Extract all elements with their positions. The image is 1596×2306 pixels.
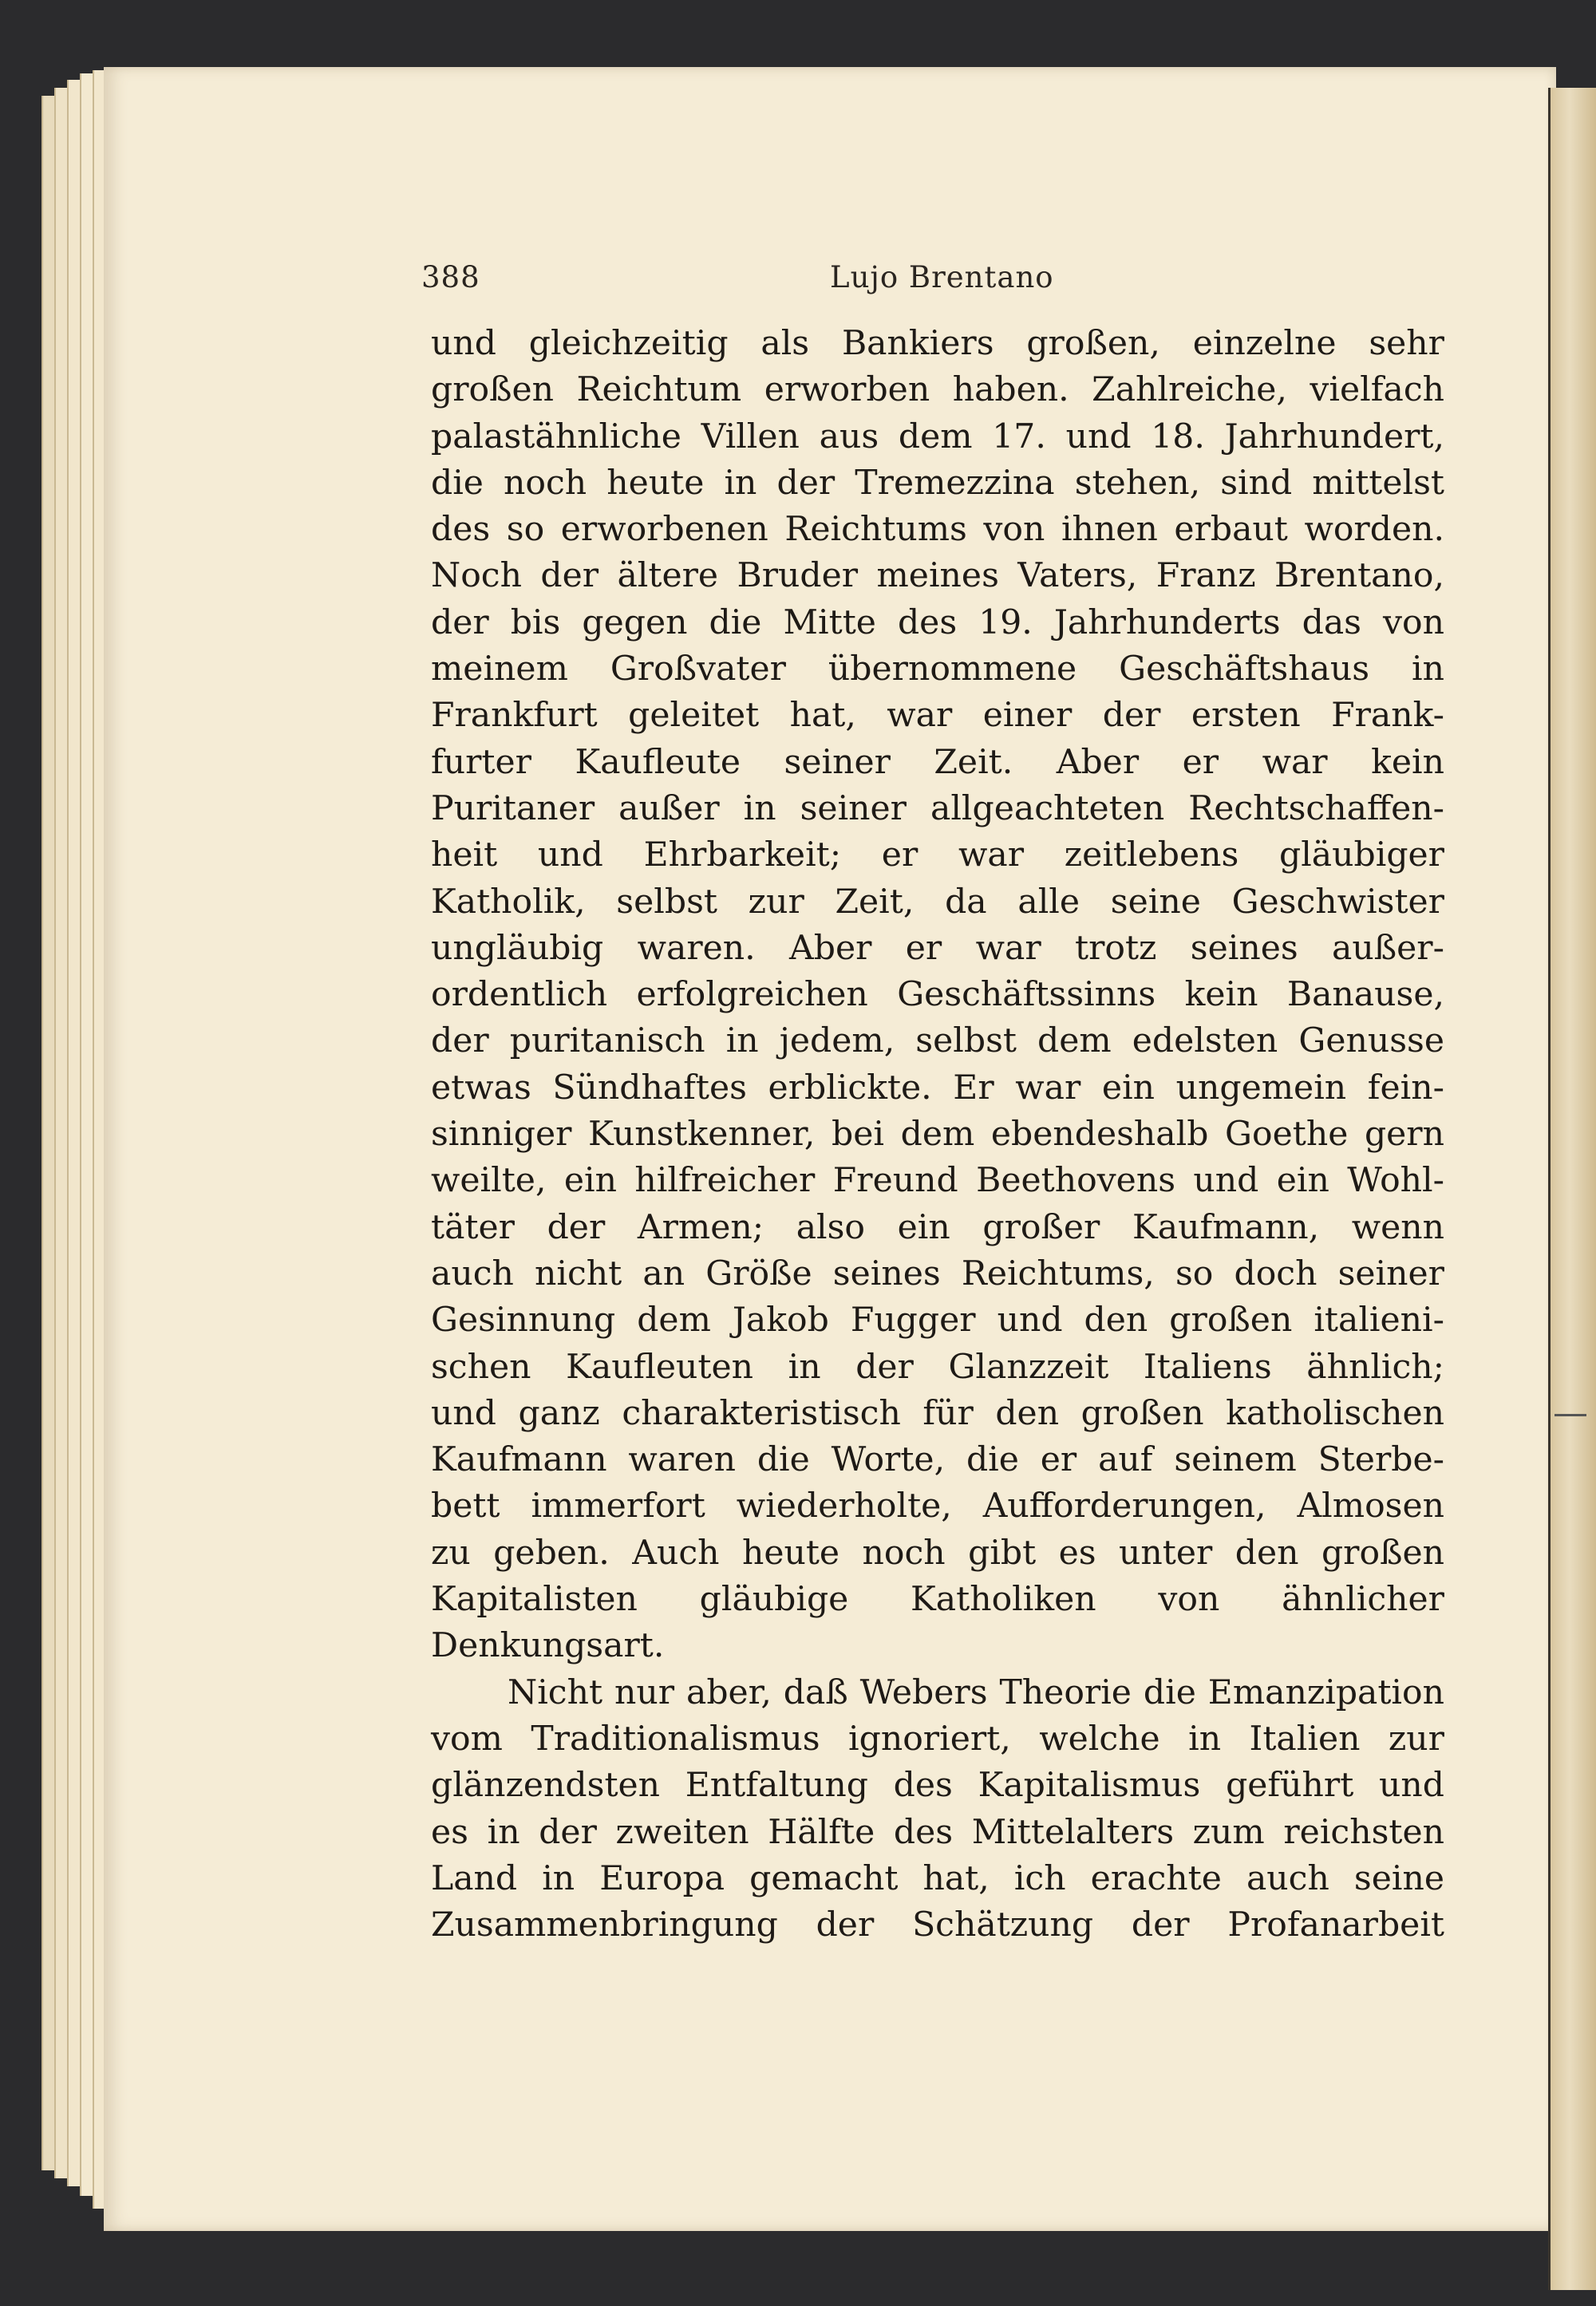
- text-line: Gesinnung dem Jakob Fugger und den großen italieni-: [431, 1301, 1444, 1341]
- text-line: meinem Großvater übernommene Geschäftshaus in: [431, 650, 1444, 689]
- text-line: bett immerfort wiederholte, Aufforderungen, Almosen: [431, 1487, 1444, 1526]
- text-line: heit und Ehrbarkeit; er war zeitlebens gläubiger: [431, 835, 1444, 875]
- text-line: Land in Europa gemacht hat, ich erachte auch seine: [431, 1858, 1444, 1898]
- text-line: es in der zweiten Hälfte des Mittelalters zum reichsten: [431, 1812, 1444, 1852]
- text-line: Kaufmann waren die Worte, die er auf seinem Sterbe-: [431, 1440, 1444, 1480]
- text-line: Noch der ältere Bruder meines Vaters, Franz Brentano,: [431, 556, 1444, 596]
- text-line: zu geben. Auch heute noch gibt es unter den großen: [431, 1533, 1444, 1573]
- text-line: Zusammenbringung der Schätzung der Profanarbeit: [431, 1905, 1444, 1945]
- paragraph-start-line: Nicht nur aber, daß Webers Theorie die Emanzipation: [508, 1672, 1444, 1712]
- text-line: schen Kaufleuten in der Glanzzeit Italiens ähnlich;: [431, 1347, 1444, 1387]
- text-line: Kapitalisten gläubige Katholiken von ähnlicher: [431, 1580, 1444, 1620]
- text-line: Frankfurt geleitet hat, war einer der ersten Frank-: [431, 696, 1444, 736]
- text-line: glänzendsten Entfaltung des Kapitalismus geführt und: [431, 1766, 1444, 1806]
- text-line: die noch heute in der Tremezzina stehen, sind mittelst: [431, 463, 1444, 503]
- running-head: [421, 260, 1451, 300]
- text-line: großen Reichtum erworben haben. Zahlreiche, vielfach: [431, 370, 1444, 410]
- text-line: auch nicht an Größe seines Reichtums, so doch seiner: [431, 1254, 1444, 1293]
- text-line: palastähnliche Villen aus dem 17. und 18. Jahrhundert,: [431, 417, 1444, 456]
- text-line: der bis gegen die Mitte des 19. Jahrhunderts das von: [431, 602, 1444, 642]
- facing-page-gutter: [1548, 88, 1596, 2290]
- text-line: vom Traditionalismus ignoriert, welche in Italien zur: [431, 1719, 1444, 1759]
- text-line: der puritanisch in jedem, selbst dem edelsten Genusse: [431, 1021, 1444, 1061]
- text-line: des so erworbenen Reichtums von ihnen erbaut worden.: [431, 510, 1444, 550]
- text-line: Puritaner außer in seiner allgeachteten Rechtschaffen-: [431, 788, 1444, 828]
- page-number: 388: [421, 260, 480, 294]
- text-line: ordentlich erfolgreichen Geschäftssinns kein Banause,: [431, 975, 1444, 1015]
- text-line: sinniger Kunstkenner, bei dem ebendeshalb Goethe gern: [431, 1115, 1444, 1155]
- text-line: etwas Sündhaftes erblickte. Er war ein ungemein fein-: [431, 1068, 1444, 1108]
- paragraph-end-line: Denkungsart.: [431, 1626, 665, 1666]
- text-line: furter Kaufleute seiner Zeit. Aber er war kein: [431, 742, 1444, 782]
- text-line: täter der Armen; also ein großer Kaufmann, wenn: [431, 1207, 1444, 1247]
- body-text: [431, 321, 1444, 1949]
- text-line: und gleichzeitig als Bankiers großen, einzelne sehr: [431, 324, 1444, 363]
- text-line: Katholik, selbst zur Zeit, da alle seine Geschwister: [431, 882, 1444, 922]
- gutter-mark: [1555, 1414, 1586, 1416]
- text-line: ungläubig waren. Aber er war trotz seines außer-: [431, 928, 1444, 968]
- text-line: weilte, ein hilfreicher Freund Beethovens und ein Wohl-: [431, 1161, 1444, 1201]
- text-line: und ganz charakteristisch für den großen katholischen: [431, 1393, 1444, 1433]
- running-head-author: Lujo Brentano: [830, 260, 1054, 294]
